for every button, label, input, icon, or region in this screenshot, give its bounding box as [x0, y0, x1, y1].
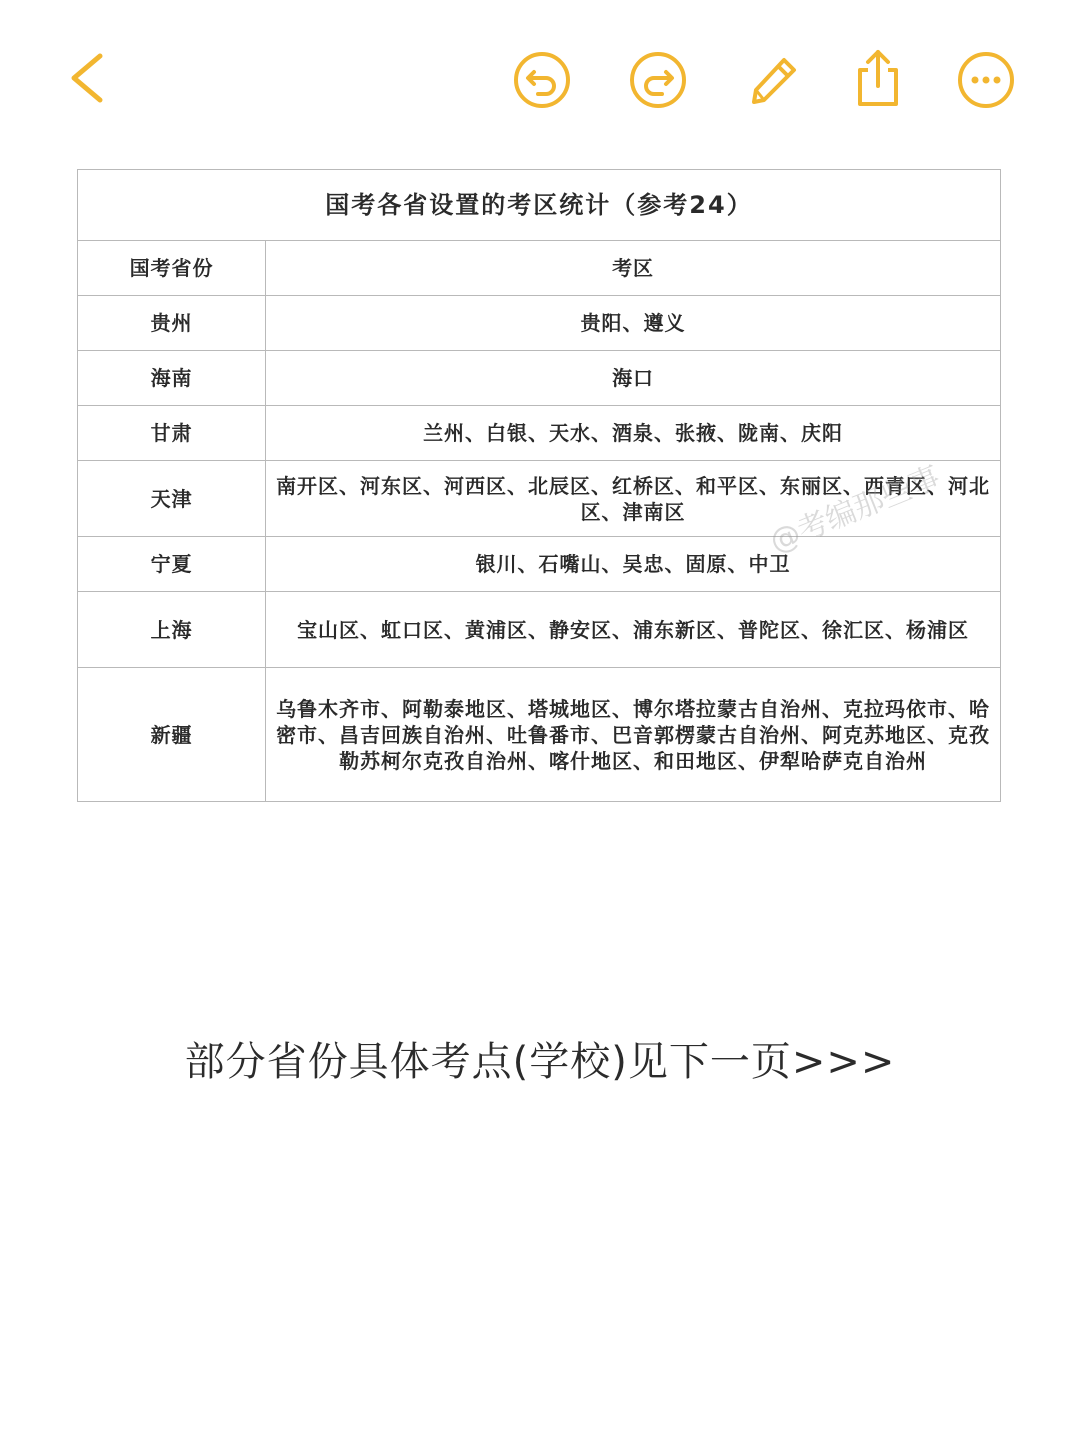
table-row [78, 296, 1001, 351]
table-row [78, 537, 1001, 592]
table-row [78, 406, 1001, 461]
watermark: @考编那些事 [764, 459, 946, 560]
pencil-icon [740, 48, 804, 112]
province-cell: 贵州 [78, 296, 266, 351]
area-cell: 宝山区、虹口区、黄浦区、静安区、浦东新区、普陀区、徐汇区、杨浦区 [266, 592, 1001, 668]
area-cell: 海口 [266, 351, 1001, 406]
more-icon [954, 48, 1018, 112]
next-page-note: 部分省份具体考点(学校)见下一页>>> [184, 1039, 896, 1085]
redo-button[interactable] [626, 48, 690, 112]
table-row [78, 668, 1001, 802]
province-cell: 海南 [78, 351, 266, 406]
table-row [78, 592, 1001, 668]
redo-icon [626, 48, 690, 112]
share-button[interactable] [846, 46, 910, 110]
share-icon [846, 46, 910, 110]
province-cell: 甘肃 [78, 406, 266, 461]
table-row [78, 351, 1001, 406]
area-cell: 乌鲁木齐市、阿勒泰地区、塔城地区、博尔塔拉蒙古自治州、克拉玛依市、哈密市、昌吉回族自治州、吐鲁番市、巴音郭楞蒙古自治州、阿克苏地区、克孜勒苏柯尔克孜自治州、喀什地区、和田地区、伊犁哈萨克自治州 [266, 668, 1001, 802]
column-header-province: 国考省份 [78, 241, 266, 296]
area-cell: 贵阳、遵义 [266, 296, 1001, 351]
area-cell: 兰州、白银、天水、酒泉、张掖、陇南、庆阳 [266, 406, 1001, 461]
table-header-row [78, 241, 1001, 296]
area-cell: 南开区、河东区、河西区、北辰区、红桥区、和平区、东丽区、西青区、河北区、津南区 [266, 461, 1001, 537]
back-button[interactable] [56, 46, 120, 110]
province-cell: 新疆 [78, 668, 266, 802]
chevron-left-icon [56, 46, 120, 110]
exam-area-table [77, 169, 1001, 802]
table-row [78, 461, 1001, 537]
table-title: 国考各省设置的考区统计（参考24） [78, 170, 1001, 241]
edit-button[interactable] [740, 48, 804, 112]
column-header-area: 考区 [266, 241, 1001, 296]
area-cell: 银川、石嘴山、吴忠、固原、中卫 [266, 537, 1001, 592]
undo-button[interactable] [510, 48, 574, 112]
top-toolbar [0, 0, 1080, 160]
province-cell: 上海 [78, 592, 266, 668]
more-button[interactable] [954, 48, 1018, 112]
province-cell: 宁夏 [78, 537, 266, 592]
province-cell: 天津 [78, 461, 266, 537]
undo-icon [510, 48, 574, 112]
